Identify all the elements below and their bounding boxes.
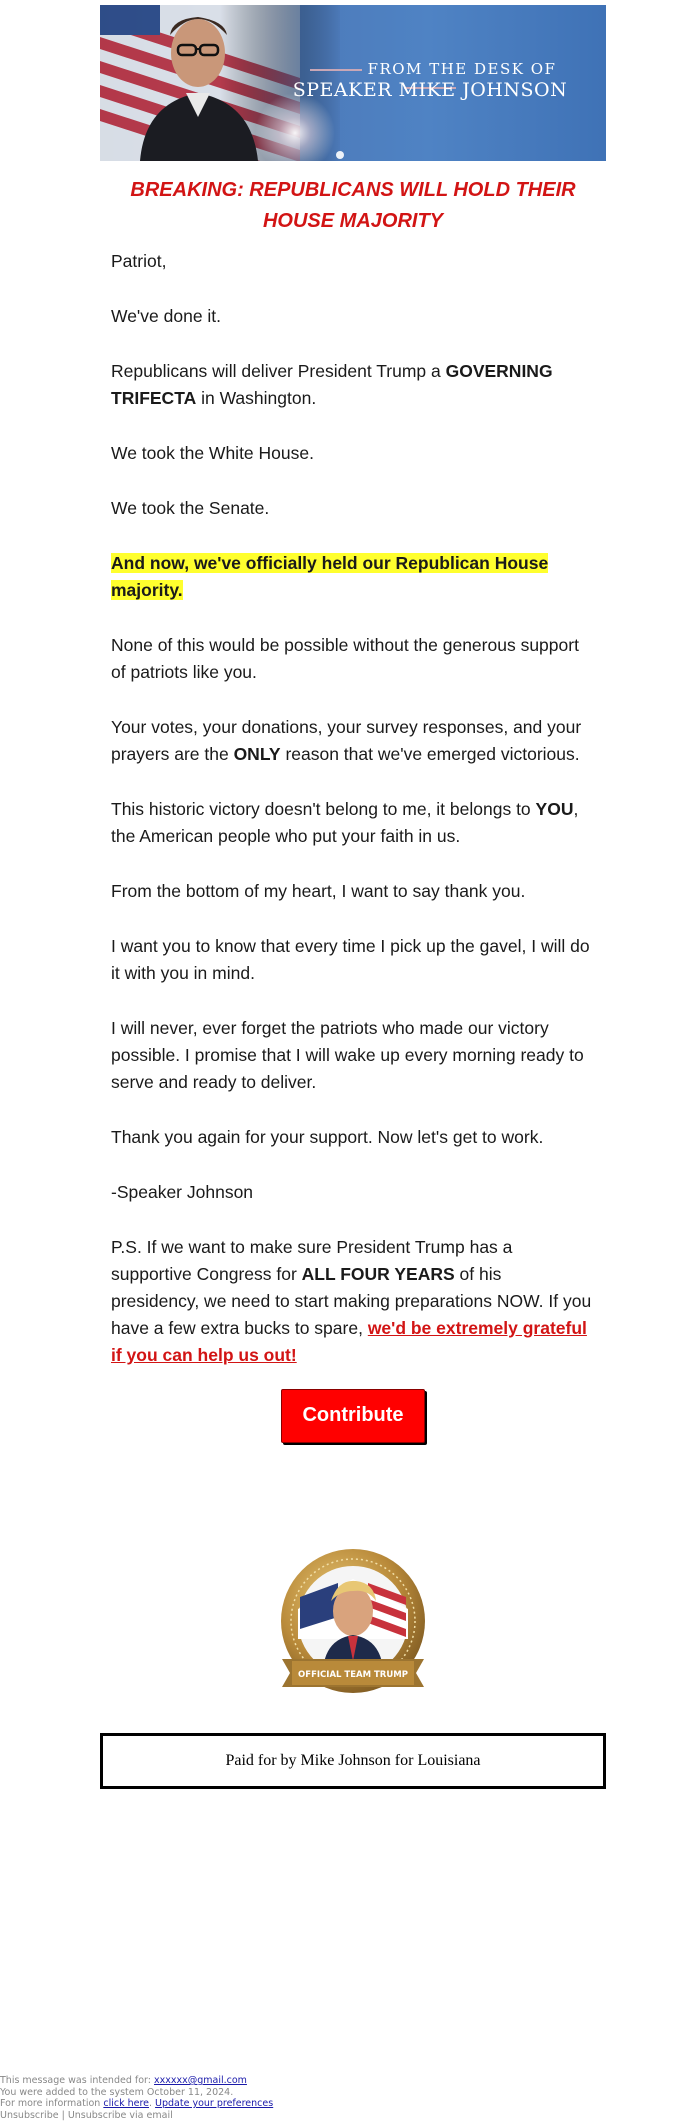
text-span: , the American people who put your faith in us. — [111, 799, 579, 846]
header-banner — [100, 5, 606, 161]
bold-text: YOU — [535, 799, 574, 819]
text-span: Your votes, your donations, your survey responses, and your prayers are the — [111, 717, 582, 764]
text-span: reason that we've emerged victorious. — [280, 744, 580, 764]
text-span: P.S. If we want to make sure President Trump has a supportive Congress for — [111, 1237, 513, 1284]
unsubscribe-email-link[interactable]: Unsubscribe via email — [67, 2109, 173, 2121]
unsubscribe-link[interactable]: Unsubscribe — [0, 2109, 59, 2121]
footer-text: For more information — [0, 2098, 104, 2109]
paragraph: We took the Senate. — [111, 498, 270, 518]
footer-line-unsubscribe — [0, 2110, 273, 2122]
text-span: in Washington. — [196, 388, 317, 408]
paragraph — [111, 796, 594, 850]
headline: BREAKING: REPUBLICANS WILL HOLD THEIR HOUSE MAJORITY — [130, 179, 576, 232]
text-span: Republicans will deliver President Trump a — [111, 361, 446, 381]
cta-wrapper — [100, 1389, 606, 1445]
paragraph — [111, 358, 594, 412]
postscript — [111, 1234, 594, 1369]
email-container — [100, 5, 606, 1789]
bold-text: ONLY — [233, 744, 281, 764]
paragraph: I will never, ever forget the patriots who made our victory possible. I promise that I will wake up every morning ready to serve and ready to deliver. — [111, 1018, 584, 1092]
text-span: of his presidency, we need to start making preparations NOW. If you have a few extra bucks to spare, — [111, 1264, 592, 1338]
paragraph: We took the White House. — [111, 443, 314, 463]
footer-text: | — [58, 2109, 68, 2121]
bold-text: GOVERNING TRIFECTA — [111, 361, 553, 408]
paragraph: I want you to know that every time I pick up the gavel, I will do it with you in mind. — [111, 936, 590, 983]
greeting: Patriot, — [111, 251, 167, 271]
signature: -Speaker Johnson — [111, 1182, 254, 1202]
paragraph: None of this would be possible without the generous support of patriots like you. — [111, 635, 579, 682]
footer-line-info — [0, 2098, 273, 2110]
email-footer — [0, 2075, 273, 2121]
team-trump-seal-icon — [278, 1539, 428, 1711]
seal-wrapper — [100, 1539, 606, 1711]
paid-for-disclaimer: Paid for by Mike Johnson for Louisiana — [100, 1733, 606, 1789]
contribute-button[interactable]: Contribute — [281, 1389, 424, 1443]
footer-text: This message was intended for: — [0, 2075, 154, 2086]
footer-text: . — [149, 2098, 156, 2109]
recipient-email-link[interactable]: xxxxxx@gmail.com — [154, 2075, 247, 2086]
bold-text: ALL FOUR YEARS — [301, 1264, 455, 1284]
highlighted-text: And now, we've officially held our Republican House majority. — [111, 553, 549, 600]
footer-line-added: You were added to the system October 11, 2024. — [0, 2086, 234, 2098]
banner-name: SPEAKER MIKE JOHNSON — [292, 79, 568, 101]
text-span: This historic victory doesn't belong to me, it belongs to — [111, 799, 536, 819]
paragraph: Thank you again for your support. Now let's get to work. — [111, 1127, 544, 1147]
letter-body — [100, 248, 606, 1369]
banner-rule-left — [310, 69, 362, 71]
paragraph: We've done it. — [111, 306, 222, 326]
paragraph — [111, 550, 594, 604]
paragraph: From the bottom of my heart, I want to say thank you. — [111, 881, 526, 901]
seal-ribbon-text: OFFICIAL TEAM TRUMP — [298, 1670, 408, 1680]
footer-line-intended — [0, 2075, 273, 2087]
paragraph — [111, 714, 594, 768]
donate-link[interactable]: we'd be extremely grateful if you can help us out! — [111, 1318, 587, 1365]
click-here-link[interactable]: click here — [103, 2098, 149, 2109]
update-preferences-link[interactable]: Update your preferences — [155, 2098, 274, 2109]
banner-desk-text: FROM THE DESK OF — [367, 60, 557, 78]
